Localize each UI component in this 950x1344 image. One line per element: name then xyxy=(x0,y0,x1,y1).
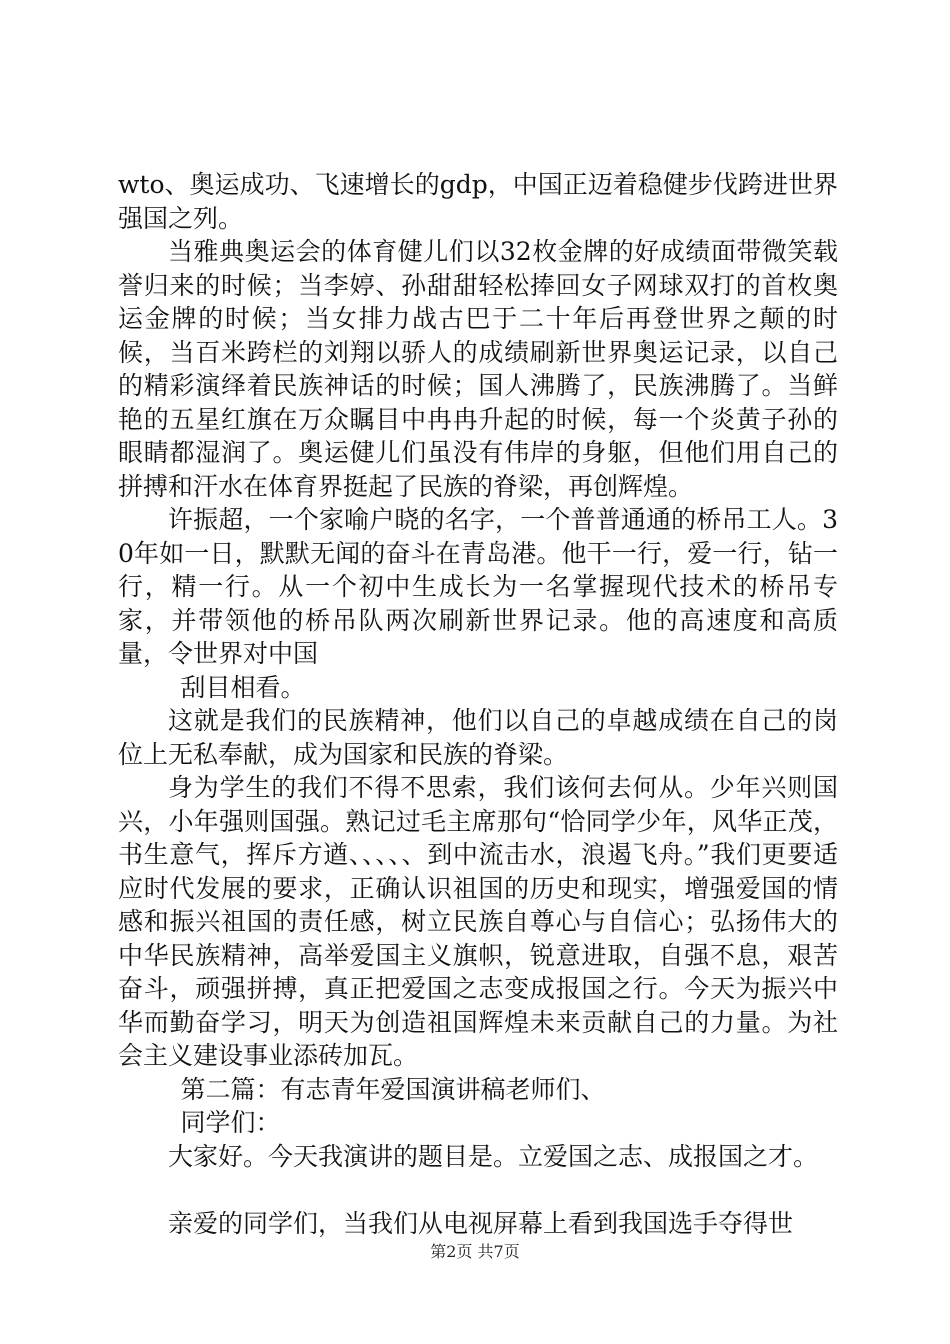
paragraph-2: 当雅典奥运会的体育健儿们以32枚金牌的好成绩面带微笑载誉归来的时候；当李婷、孙甜甜轻松捧回女子网球双打的首枚奥运金牌的时候；当女排力战古巴于二十年后再登世界之颠的时候，当百米跨栏的刘翔以骄人的成绩刷新世界奥运记录，以自己的精彩演绎着民族神话的时候；国人沸腾了，民族沸腾了。当鲜艳的五星红旗在万众瞩目中冉冉升起的时候，每一个炎黄子孙的眼睛都湿润了。奥运健儿们虽没有伟岸的身躯，但他们用自己的拼搏和汗水在体育界挺起了民族的脊梁，再创辉煌。 xyxy=(118,237,838,501)
salutation: 同学们： xyxy=(180,1108,281,1137)
paragraph-3: 许振超，一个家喻户晓的名字，一个普普通通的桥吊工人。30年如一日，默默无闻的奋斗在青岛港。他干一行，爱一行，钻一行，精一行。从一个初中生成长为一名掌握现代技术的桥吊专家，并带领他的桥吊队两次刷新世界记录。他的高速度和高质量，令世界对中国 xyxy=(118,505,838,668)
paragraph-5: 这就是我们的民族精神，他们以自己的卓越成绩在自己的岗位上无私奉献，成为国家和民族的脊梁。 xyxy=(118,706,838,769)
section-heading: 第二篇：有志青年爱国演讲稿老师们、 xyxy=(180,1074,606,1104)
paragraph-1: wto、奥运成功、飞速增长的gdp，中国正迈着稳健步伐跨进世界强国之列。 xyxy=(118,170,838,233)
page-number-footer: 第2页 共7页 xyxy=(430,1242,520,1261)
paragraph-last: 亲爱的同学们，当我们从电视屏幕上看到我国选手夺得世 xyxy=(168,1208,794,1238)
paragraph-6: 身为学生的我们不得不思索，我们该何去何从。少年兴则国兴，小年强则国强。熟记过毛主席那句“恰同学少年，风华正茂，书生意气，挥斥方遒、、、、、到中流击水，浪遏飞舟。”我们更要适应时代发展的要求，正确认识祖国的历史和现实，增强爱国的情感和振兴祖国的责任感，树立民族自尊心与自信心；弘扬伟大的中华民族精神，高举爱国主义旗帜，锐意进取，自强不息，艰苦奋斗，顽强拼搏，真正把爱国之志变成报国之行。今天为振兴中华而勤奋学习，明天为创造祖国辉煌未来贡献自己的力量。为社会主义建设事业添砖加瓦。 xyxy=(118,773,838,1070)
paragraph-4: 刮目相看。 xyxy=(180,672,306,702)
blank-line xyxy=(118,1173,838,1207)
greeting: 大家好。今天我演讲的题目是。立爱国之志、成报国之才。 xyxy=(168,1141,819,1171)
document-body xyxy=(118,168,838,1240)
